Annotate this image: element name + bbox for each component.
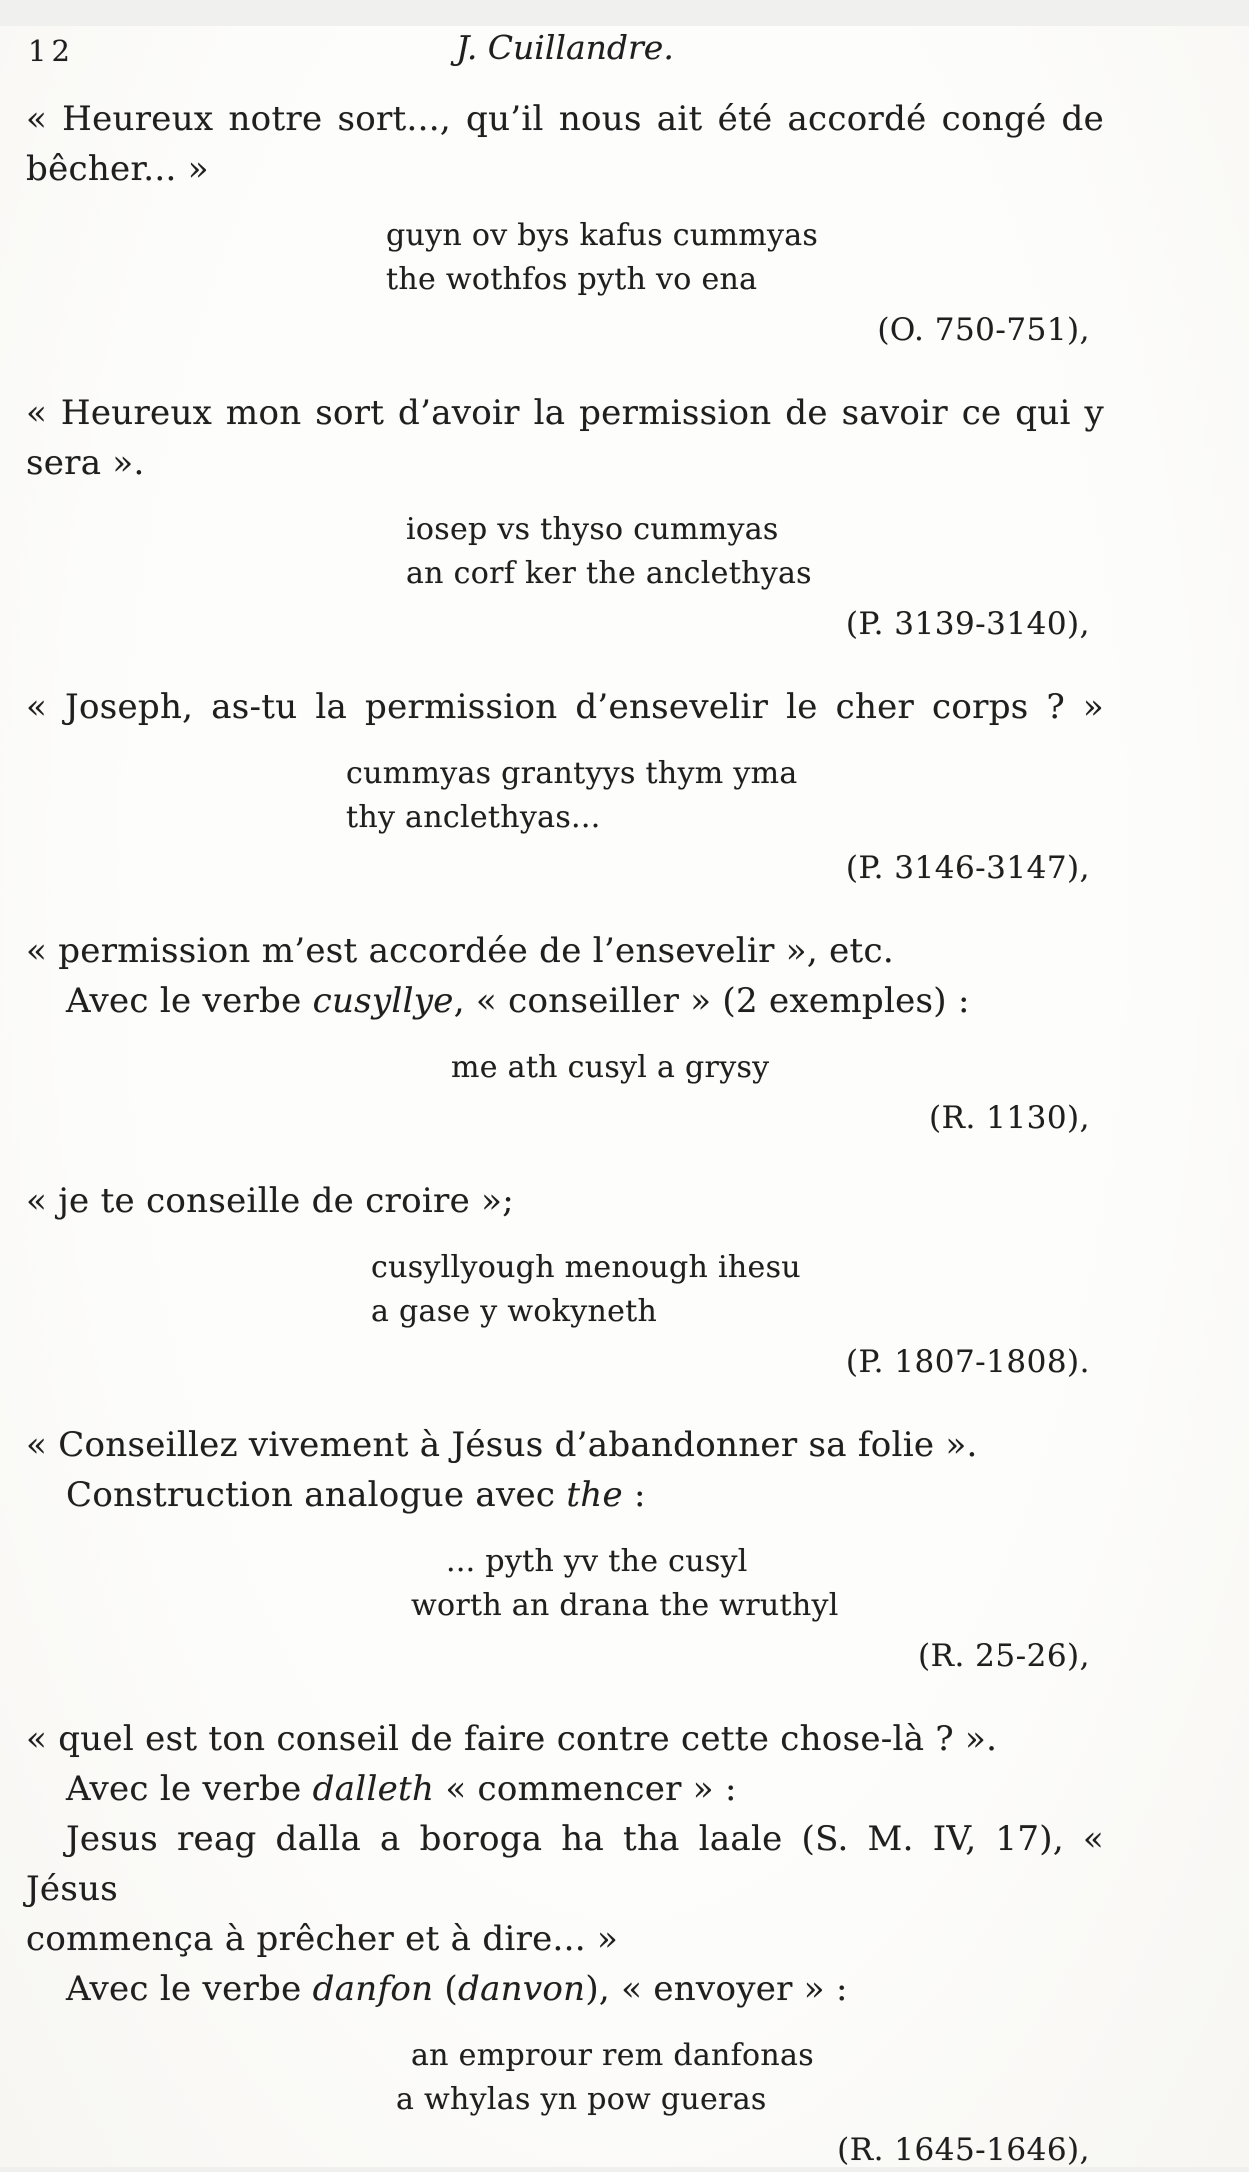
- page-header: [26, 26, 1104, 70]
- verse-line: an corf ker the anclethyas: [406, 556, 812, 591]
- verse-line: guyn ov bys kafus cummyas: [386, 218, 819, 253]
- paragraph-translation-7: [26, 1714, 1104, 2014]
- source-reference-4: (R. 1130),: [929, 1100, 1090, 1136]
- paragraph-translation-3: [26, 682, 1104, 732]
- page-number: 12: [28, 34, 75, 68]
- text-segment: :: [622, 1475, 646, 1515]
- verse-quotation-1: [386, 214, 1104, 302]
- text-line: bêcher... »: [26, 149, 209, 189]
- verse-line: me ath cusyl a grysy: [451, 1050, 770, 1085]
- text-line: [26, 1470, 1104, 1520]
- text-segment: « commencer » :: [434, 1769, 737, 1809]
- verse-line: cusyllyough menough ihesu: [371, 1250, 801, 1285]
- cornish-term: danfon: [312, 1969, 434, 2009]
- paragraph-translation-2: [26, 388, 1104, 488]
- verse-line: ... pyth yv the cusyl: [446, 1544, 748, 1579]
- verse-quotation-2: [406, 508, 1104, 596]
- verse-quotation-5: [371, 1246, 1104, 1334]
- cornish-term: the: [566, 1475, 623, 1515]
- verse-line: an emprour rem danfonas: [411, 2038, 814, 2073]
- verse-quotation-4: [451, 1046, 1104, 1090]
- text-segment: Avec le verbe: [66, 1969, 313, 2009]
- book-page: [0, 26, 1249, 2167]
- verse-quotation-6: [411, 1540, 1104, 1628]
- text-line: « Joseph, as-tu la permission d’ensevelir le cher corps ? »: [26, 687, 1104, 727]
- verse-line: cummyas grantyys thym yma: [346, 756, 798, 791]
- paragraph-translation-4: [26, 926, 1104, 1026]
- verse-line: a gase y wokyneth: [371, 1294, 658, 1329]
- source-reference-7: (R. 1645-1646),: [837, 2132, 1090, 2168]
- text-line: « permission m’est accordée de l’ensevelir », etc.: [26, 931, 894, 971]
- cornish-term: dalleth: [312, 1769, 435, 1809]
- source-reference-2: (P. 3139-3140),: [845, 606, 1090, 642]
- text-column: [26, 26, 1104, 2172]
- text-segment: (: [433, 1969, 459, 2009]
- text-line: « quel est ton conseil de faire contre cette chose-là ? ».: [26, 1719, 998, 1759]
- text-segment: Avec le verbe: [66, 981, 313, 1021]
- verse-line: iosep vs thyso cummyas: [406, 512, 779, 547]
- verse-line: thy anclethyas...: [346, 800, 601, 835]
- text-line: Jesus reag dalla a boroga ha tha laale (S. M. IV, 17), « Jésus: [26, 1819, 1104, 1909]
- text-line: [26, 1964, 1104, 2014]
- text-line: [26, 976, 1104, 1026]
- text-line: « je te conseille de croire »;: [26, 1181, 514, 1221]
- text-line: « Heureux mon sort d’avoir la permission de savoir ce qui y: [26, 393, 1104, 433]
- text-segment: Avec le verbe: [66, 1769, 313, 1809]
- verse-quotation-7: [396, 2034, 1104, 2122]
- cornish-term: cusyllye: [312, 981, 454, 1021]
- text-line: « Conseillez vivement à Jésus d’abandonner sa folie ».: [26, 1425, 978, 1465]
- text-line: sera ».: [26, 443, 145, 483]
- source-reference-3: (P. 3146-3147),: [845, 850, 1090, 886]
- verse-line: the wothfos pyth vo ena: [386, 262, 758, 297]
- text-segment: ), « envoyer » :: [585, 1969, 848, 2009]
- paragraph-translation-5: [26, 1176, 1104, 1226]
- verse-quotation-3: [346, 752, 1104, 840]
- text-segment: Construction analogue avec: [66, 1475, 567, 1515]
- paragraph-translation-6: [26, 1420, 1104, 1520]
- running-head: J. Cuillandre.: [456, 28, 674, 67]
- text-line: commença à prêcher et à dire... »: [26, 1919, 619, 1959]
- text-line: [26, 1764, 1104, 1814]
- paragraph-translation-1: [26, 94, 1104, 194]
- verse-line: a whylas yn pow gueras: [396, 2082, 767, 2117]
- text-segment: , « conseiller » (2 exemples) :: [453, 981, 970, 1021]
- text-line: « Heureux notre sort..., qu’il nous ait été accordé congé de: [26, 99, 1104, 139]
- source-reference-6: (R. 25-26),: [918, 1638, 1090, 1674]
- verse-line: worth an drana the wruthyl: [411, 1588, 839, 1623]
- cornish-term: danvon: [458, 1969, 586, 2009]
- source-reference-5: (P. 1807-1808).: [845, 1344, 1090, 1380]
- source-reference-1: (O. 750-751),: [877, 312, 1090, 348]
